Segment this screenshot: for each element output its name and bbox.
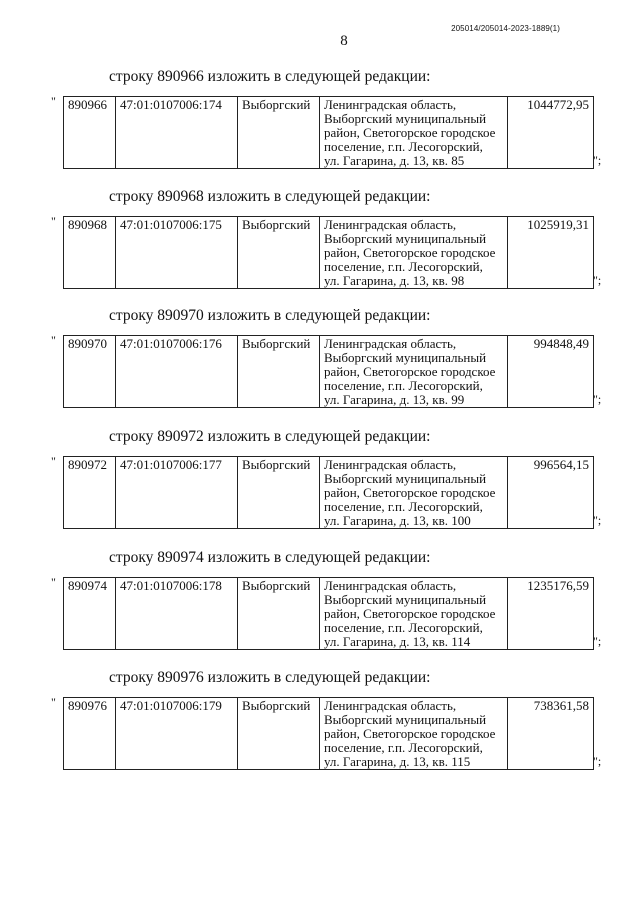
row-number-cell: 890970 <box>64 336 116 408</box>
cadastral-number-cell: 47:01:0107006:175 <box>116 217 238 289</box>
open-quote: " <box>51 94 56 108</box>
address-line: ул. Гагарина, д. 13, кв. 114 <box>324 634 471 649</box>
value-cell: 1025919,31 <box>508 217 594 289</box>
address-line: поселение, г.п. Лесогорский, <box>324 740 483 755</box>
close-quote: "; <box>593 754 602 768</box>
close-quote: "; <box>593 273 602 287</box>
address-line: поселение, г.п. Лесогорский, <box>324 499 483 514</box>
address-line: Выборгский муниципальный <box>324 471 487 486</box>
open-quote: " <box>51 454 56 468</box>
row-number-cell: 890976 <box>64 698 116 770</box>
address-cell <box>320 457 508 529</box>
address-cell <box>320 97 508 169</box>
close-quote: "; <box>593 634 602 648</box>
cadastral-number-cell: 47:01:0107006:179 <box>116 698 238 770</box>
table-row <box>64 97 594 169</box>
registry-row-table <box>63 96 594 169</box>
table-row <box>64 336 594 408</box>
open-quote: " <box>51 333 56 347</box>
address-line: ул. Гагарина, д. 13, кв. 99 <box>324 392 465 407</box>
address-line: район, Светогорское городское <box>324 245 496 260</box>
address-line: ул. Гагарина, д. 13, кв. 98 <box>324 273 465 288</box>
address-line: поселение, г.п. Лесогорский, <box>324 259 483 274</box>
address-line: район, Светогорское городское <box>324 726 496 741</box>
district-cell: Выборгский <box>238 217 320 289</box>
registry-row-table <box>63 577 594 650</box>
district-cell: Выборгский <box>238 457 320 529</box>
row-number-cell: 890968 <box>64 217 116 289</box>
address-cell <box>320 336 508 408</box>
amendment-intro: строку 890966 изложить в следующей редакции: <box>109 68 431 85</box>
open-quote: " <box>51 695 56 709</box>
amendment-intro: строку 890968 изложить в следующей редакции: <box>109 188 431 205</box>
cadastral-number-cell: 47:01:0107006:178 <box>116 578 238 650</box>
district-cell: Выборгский <box>238 97 320 169</box>
amendment-intro: строку 890972 изложить в следующей редакции: <box>109 428 431 445</box>
row-number-cell: 890966 <box>64 97 116 169</box>
address-line: район, Светогорское городское <box>324 606 496 621</box>
address-line: район, Светогорское городское <box>324 364 496 379</box>
address-line: Ленинградская область, <box>324 336 457 351</box>
address-line: ул. Гагарина, д. 13, кв. 115 <box>324 754 471 769</box>
address-line: Ленинградская область, <box>324 217 457 232</box>
cadastral-number-cell: 47:01:0107006:176 <box>116 336 238 408</box>
cadastral-number-cell: 47:01:0107006:177 <box>116 457 238 529</box>
table-row <box>64 217 594 289</box>
registry-row-table <box>63 335 594 408</box>
address-line: Ленинградская область, <box>324 698 457 713</box>
amendment-intro: строку 890974 изложить в следующей редакции: <box>109 549 431 566</box>
value-cell: 1044772,95 <box>508 97 594 169</box>
district-cell: Выборгский <box>238 336 320 408</box>
amendment-intro: строку 890970 изложить в следующей редакции: <box>109 307 431 324</box>
district-cell: Выборгский <box>238 578 320 650</box>
registry-row-table <box>63 697 594 770</box>
value-cell: 738361,58 <box>508 698 594 770</box>
close-quote: "; <box>593 153 602 167</box>
value-cell: 996564,15 <box>508 457 594 529</box>
address-line: Ленинградская область, <box>324 578 457 593</box>
address-line: поселение, г.п. Лесогорский, <box>324 139 483 154</box>
value-cell: 1235176,59 <box>508 578 594 650</box>
address-line: ул. Гагарина, д. 13, кв. 85 <box>324 153 465 168</box>
table-row <box>64 578 594 650</box>
address-line: Ленинградская область, <box>324 457 457 472</box>
close-quote: "; <box>593 513 602 527</box>
address-line: Выборгский муниципальный <box>324 231 487 246</box>
address-line: район, Светогорское городское <box>324 125 496 140</box>
address-line: Выборгский муниципальный <box>324 350 487 365</box>
address-cell <box>320 217 508 289</box>
row-number-cell: 890974 <box>64 578 116 650</box>
close-quote: "; <box>593 392 602 406</box>
address-line: Ленинградская область, <box>324 97 457 112</box>
registry-row-table <box>63 216 594 289</box>
registry-row-table <box>63 456 594 529</box>
value-cell: 994848,49 <box>508 336 594 408</box>
open-quote: " <box>51 575 56 589</box>
address-line: Выборгский муниципальный <box>324 592 487 607</box>
address-line: поселение, г.п. Лесогорский, <box>324 620 483 635</box>
cadastral-number-cell: 47:01:0107006:174 <box>116 97 238 169</box>
address-cell <box>320 698 508 770</box>
address-line: Выборгский муниципальный <box>324 712 487 727</box>
district-cell: Выборгский <box>238 698 320 770</box>
amendment-intro: строку 890976 изложить в следующей редакции: <box>109 669 431 686</box>
address-line: Выборгский муниципальный <box>324 111 487 126</box>
address-line: поселение, г.п. Лесогорский, <box>324 378 483 393</box>
open-quote: " <box>51 214 56 228</box>
table-row <box>64 698 594 770</box>
address-line: район, Светогорское городское <box>324 485 496 500</box>
page-number: 8 <box>340 33 348 49</box>
address-cell <box>320 578 508 650</box>
document-id: 205014/205014-2023-1889(1) <box>451 24 560 33</box>
row-number-cell: 890972 <box>64 457 116 529</box>
address-line: ул. Гагарина, д. 13, кв. 100 <box>324 513 471 528</box>
table-row <box>64 457 594 529</box>
